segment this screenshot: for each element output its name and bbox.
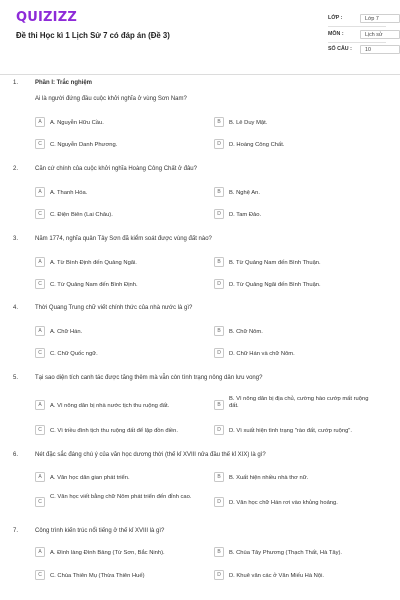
meta-class-label: LỚP :: [328, 15, 343, 21]
question-number: 3.: [13, 236, 19, 242]
option-letter: B: [214, 472, 224, 482]
option-letter: A: [35, 547, 45, 557]
option-text: B. Chùa Tây Phương (Thạch Thất, Hà Tây).: [229, 549, 343, 556]
option-text: B. Từ Quảng Nam đến Bình Thuận.: [229, 259, 321, 266]
option-letter: D: [214, 209, 224, 219]
option-text: A. Vì nông dân bị nhà nước tịch thu ruộng đất.: [50, 402, 170, 409]
option-letter: A: [35, 117, 45, 127]
option-letter: C: [35, 570, 45, 580]
option-text: B. Lê Duy Mật.: [229, 119, 268, 126]
option-letter: A: [35, 472, 45, 482]
meta-count-label: SỐ CÂU :: [328, 46, 352, 52]
question-text: Nét đặc sắc đáng chú ý của văn học dương thời (thế kỉ XVIII nửa đầu thế kỉ XIX) là gì?: [35, 452, 266, 458]
option-text: A. Đình làng Đình Bảng (Từ Sơn, Bắc Ninh).: [50, 549, 165, 556]
question-text: Năm 1774, nghĩa quân Tây Sơn đã kiểm soát được vùng đất nào?: [35, 236, 212, 242]
meta-count-value: 10: [360, 45, 400, 54]
option-letter: D: [214, 279, 224, 289]
question-text: Thời Quang Trung chữ viết chính thức của nhà nước là gì?: [35, 305, 193, 311]
meta-class-value: Lớp 7: [360, 14, 400, 23]
option-letter: B: [214, 257, 224, 267]
meta-subject-label: MÔN :: [328, 31, 344, 37]
option-text: C. Điện Biên (Lai Châu).: [50, 211, 113, 218]
option-text: A. Từ Bình Định đến Quảng Ngãi.: [50, 259, 137, 266]
question-text: Ai là người đứng đầu cuộc khởi nghĩa ở vùng Sơn Nam?: [35, 96, 187, 102]
option-text: C. Từ Quảng Nam đến Bình Định.: [50, 281, 138, 288]
option-letter: D: [214, 139, 224, 149]
option-text: C. Nguyễn Danh Phương.: [50, 141, 118, 148]
option-letter: C: [35, 209, 45, 219]
question-number: 2.: [13, 166, 19, 172]
option-letter: A: [35, 400, 45, 410]
option-letter: B: [214, 400, 224, 410]
worksheet-title: Đề thi Học kì 1 Lịch Sử 7 có đáp án (Đề 3): [16, 31, 170, 40]
option-text: D. Hoàng Công Chất.: [229, 141, 285, 148]
meta-subject-value: Lịch sử: [360, 30, 400, 39]
option-letter: C: [35, 348, 45, 358]
option-text: C. Văn học viết bằng chữ Nôm phát triển đến đỉnh cao.: [50, 494, 192, 500]
option-text: B. Vì nông dân bị địa chủ, cường hào cướp mất ruộng đất.: [229, 396, 369, 410]
option-text: D. Văn học chữ Hán rơi vào khủng hoảng.: [229, 499, 338, 506]
option-letter: C: [35, 279, 45, 289]
option-text: C. Chữ Quốc ngữ.: [50, 350, 98, 357]
option-text: A. Thanh Hóa.: [50, 189, 88, 196]
option-letter: B: [214, 547, 224, 557]
option-letter: C: [35, 425, 45, 435]
section-heading: Phần I: Trắc nghiệm: [35, 80, 93, 86]
question-number: 4.: [13, 305, 19, 311]
option-letter: B: [214, 187, 224, 197]
option-letter: D: [214, 497, 224, 507]
option-text: B. Chữ Nôm.: [229, 328, 263, 335]
option-text: A. Nguyễn Hữu Cầu.: [50, 119, 104, 126]
option-text: D. Khuê văn các ở Văn Miếu Hà Nội.: [229, 572, 324, 579]
option-letter: A: [35, 326, 45, 336]
option-letter: B: [214, 326, 224, 336]
quizizz-logo: QUIZIZZ: [16, 10, 77, 25]
question-number: 6.: [13, 452, 19, 458]
option-text: D. Tam Đảo.: [229, 211, 262, 218]
option-letter: C: [35, 139, 45, 149]
option-text: A. Chữ Hán.: [50, 328, 83, 335]
worksheet-header: [0, 0, 400, 72]
option-text: D. Vì xuất hiện tình trạng "rào đất, cướp ruộng".: [229, 427, 352, 434]
option-text: D. Chữ Hán và chữ Nôm.: [229, 350, 295, 357]
option-letter: A: [35, 187, 45, 197]
option-letter: A: [35, 257, 45, 267]
question-text: Tại sao diện tích canh tác được tăng thêm mà vẫn còn tình trạng nông dân lưu vong?: [35, 375, 263, 381]
question-number: 7.: [13, 528, 19, 534]
question-number: 1.: [13, 80, 19, 86]
meta-divider: [328, 26, 386, 27]
meta-divider: [328, 42, 386, 43]
question-text: Căn cứ chính của cuộc khởi nghĩa Hoàng Công Chất ở đâu?: [35, 166, 197, 172]
option-text: B. Xuất hiện nhiều nhà thơ nữ.: [229, 474, 309, 481]
option-letter: B: [214, 117, 224, 127]
option-text: A. Văn học dân gian phát triển.: [50, 474, 130, 481]
question-text: Công trình kiến trúc nổi tiếng ở thế kỉ XVIII là gì?: [35, 528, 165, 534]
option-text: C. Chùa Thiên Mụ (Thừa Thiên Huế): [50, 572, 145, 579]
option-text: C. Vì triều đình tịch thu ruộng đất để lập đồn điền.: [50, 427, 178, 434]
option-letter: D: [214, 348, 224, 358]
option-text: B. Nghệ An.: [229, 189, 260, 196]
option-letter: D: [214, 570, 224, 580]
question-number: 5.: [13, 375, 19, 381]
option-letter: C: [35, 497, 45, 507]
option-text: D. Từ Quảng Ngãi đến Bình Thuận.: [229, 281, 321, 288]
header-divider: [0, 74, 400, 75]
option-letter: D: [214, 425, 224, 435]
